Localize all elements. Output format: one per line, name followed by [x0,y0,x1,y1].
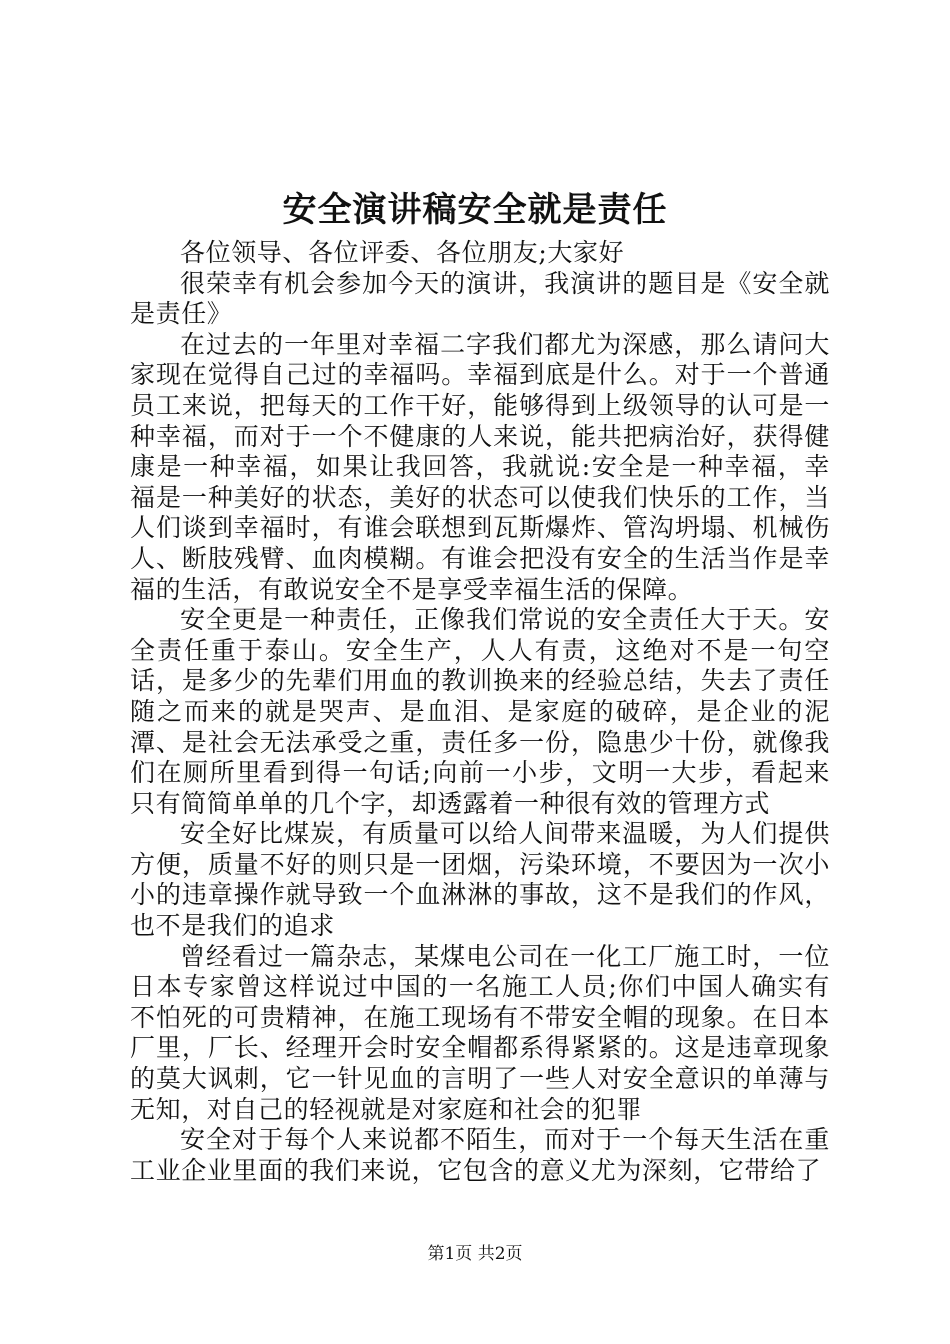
paragraph-happiness: 在过去的一年里对幸福二字我们都尤为深感，那么请问大家现在觉得自己过的幸福吗。幸福到底是什么。对于一个普通员工来说，把每天的工作干好，能够得到上级领导的认可是一种幸福，而对于一个不健康的人来说，能共把病治好，获得健康是一种幸福，如果让我回答，我就说:安全是一种幸福，幸福是一种美好的状态，美好的状态可以使我们快乐的工作，当人们谈到幸福时，有谁会联想到瓦斯爆炸、管沟坍塌、机械伤人、断肢残臂、血肉模糊。有谁会把没有安全的生活当作是幸福的生活，有敢说安全不是享受幸福生活的保障。 [130,329,830,604]
paragraph-coal-analogy: 安全好比煤炭，有质量可以给人间带来温暖，为人们提供方便，质量不好的则只是一团烟，污染环境，不要因为一次小小的违章操作就导致一个血淋淋的事故，这不是我们的作风，也不是我们的追求 [130,819,830,941]
document-title: 安全演讲稿安全就是责任 [282,190,668,230]
paragraph-responsibility: 安全更是一种责任，正像我们常说的安全责任大于天。安全责任重于泰山。安全生产，人人有责，这绝对不是一句空话，是多少的先辈们用血的教训换来的经验总结，失去了责任随之而来的就是哭声、是血泪、是家庭的破碎，是企业的泥潭、是社会无法承受之重，责任多一份，隐患少十份，就像我们在厕所里看到得一句话;向前一小步，文明一大步，看起来只有简简单单的几个字，却透露着一种很有效的管理方式 [130,605,830,818]
paragraph-intro: 很荣幸有机会参加今天的演讲，我演讲的题目是《安全就是责任》 [130,268,830,329]
paragraph-heavy-industry: 安全对于每个人来说都不陌生，而对于一个每天生活在重工业企业里面的我们来说，它包含的意义尤为深刻，它带给了 [130,1125,830,1185]
paragraph-greeting: 各位领导、各位评委、各位朋友;大家好 [180,238,625,267]
document-body [130,238,830,1186]
page-number-footer: 第1页 共2页 [427,1244,523,1264]
paragraph-magazine-story: 曾经看过一篇杂志，某煤电公司在一化工厂施工时，一位日本专家曾这样说过中国的一名施工人员;你们中国人确实有不怕死的可贵精神，在施工现场有不带安全帽的现象。在日本厂里，厂长、经理开会时安全帽都系得紧紧的。这是违章现象的莫大讽刺，它一针见血的言明了一些人对安全意识的单薄与无知，对自己的轻视就是对家庭和社会的犯罪 [130,941,830,1124]
